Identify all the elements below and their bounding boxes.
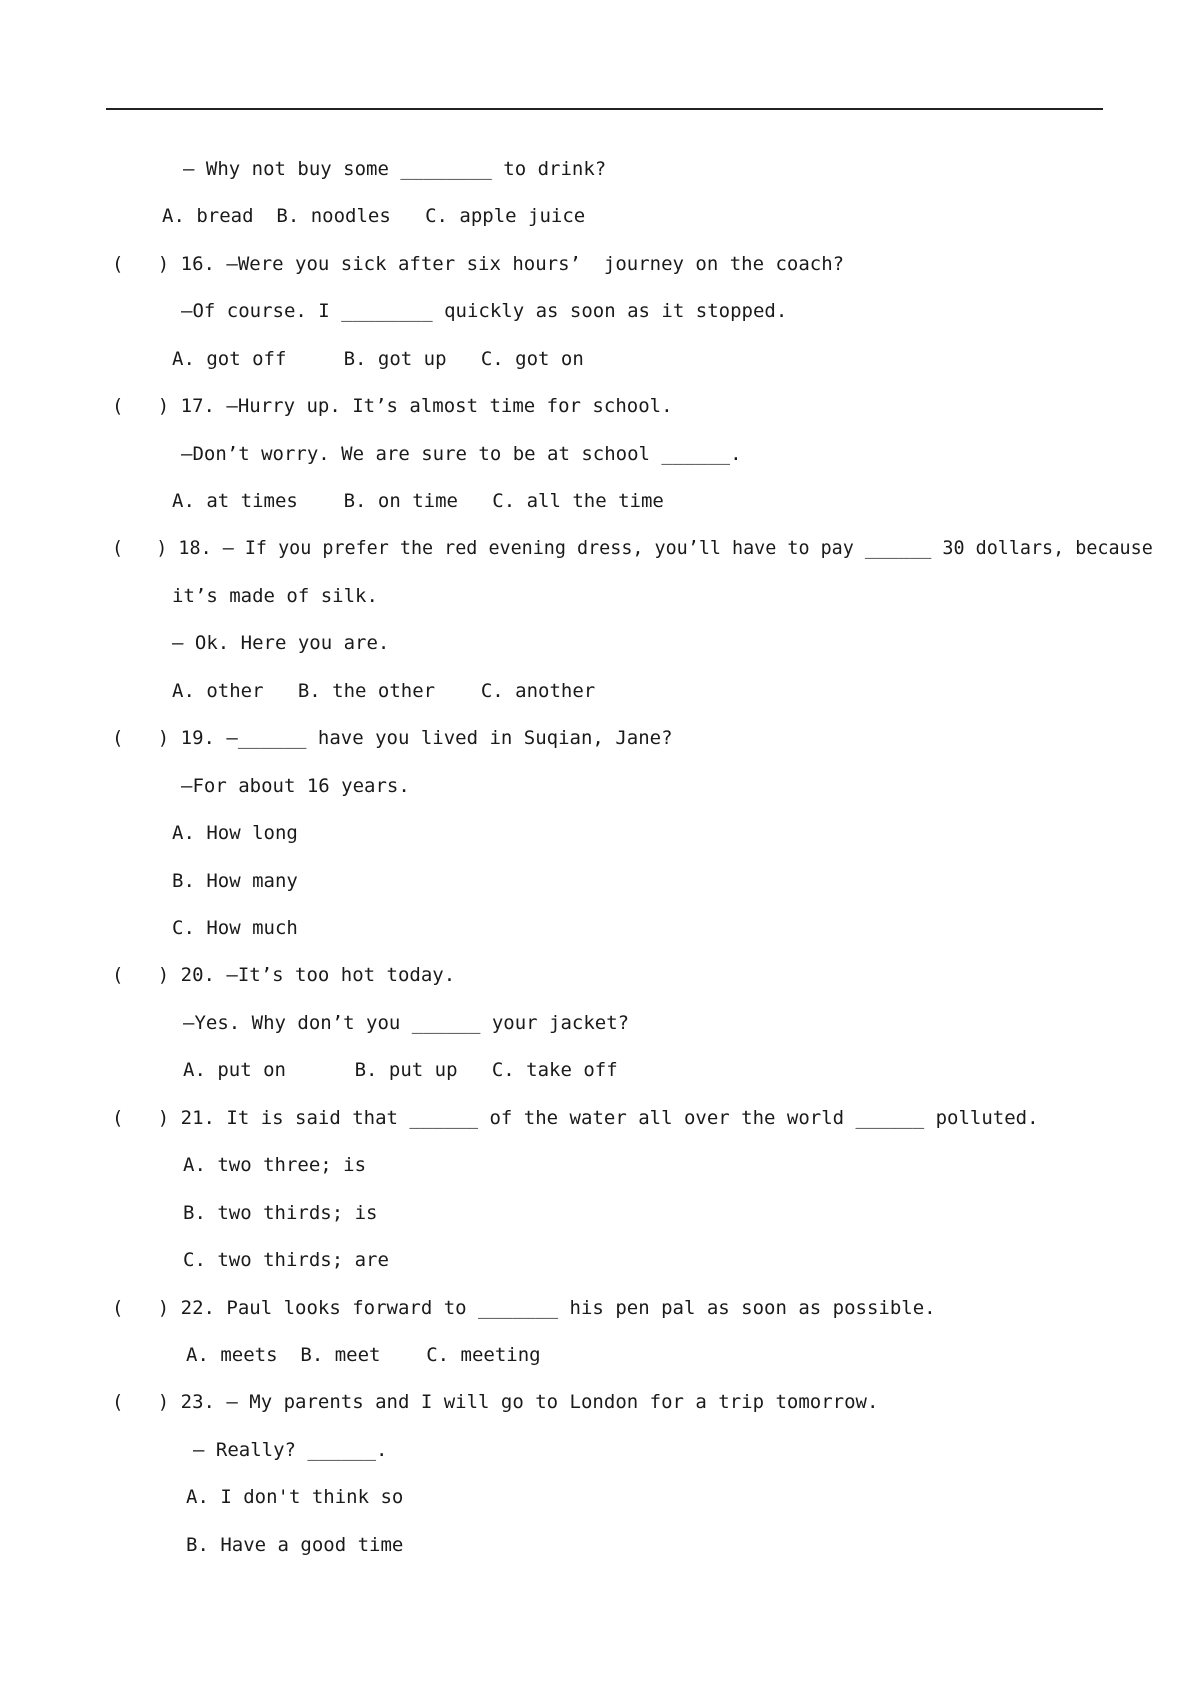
q18-options: A. other B. the other C. another [172,680,596,702]
q19-response: —For about 16 years. [181,775,410,797]
q15-options: A. bread B. noodles C. apple juice [162,205,586,227]
q20-question: ( ) 20. —It’s too hot today. [112,964,456,986]
q23-question: ( ) 23. — My parents and I will go to London for a trip tomorrow. [112,1391,879,1413]
q16-question: ( ) 16. —Were you sick after six hours’ journey on the coach? [112,253,845,275]
q21-option-b: B. two thirds; is [183,1202,378,1224]
q18-response: — Ok. Here you are. [172,632,390,654]
q19-option-b: B. How many [172,870,298,892]
q20-options: A. put on B. put up C. take off [183,1059,618,1081]
q17-question: ( ) 17. —Hurry up. It’s almost time for school. [112,395,673,417]
q21-question: ( ) 21. It is said that ______ of the water all over the world ______ polluted. [112,1107,1039,1129]
q23-response: — Really? ______. [193,1439,388,1461]
q15-response: — Why not buy some ________ to drink? [183,158,607,180]
q16-response: —Of course. I ________ quickly as soon as it stopped. [181,300,788,322]
q20-response: —Yes. Why don’t you ______ your jacket? [183,1012,630,1034]
q19-question: ( ) 19. —______ have you lived in Suqian, Jane? [112,727,673,749]
q16-options: A. got off B. got up C. got on [172,348,584,370]
q22-question: ( ) 22. Paul looks forward to _______ his pen pal as soon as possible. [112,1297,936,1319]
q19-option-a: A. How long [172,822,298,844]
q22-options: A. meets B. meet C. meeting [186,1344,541,1366]
q18-question-cont: it’s made of silk. [172,585,378,607]
q18-question: ( ) 18. — If you prefer the red evening dress, you’ll have to pay ______ 30 dollars, because [112,538,1153,559]
q21-option-a: A. two three; is [183,1154,367,1176]
q21-option-c: C. two thirds; are [183,1249,389,1271]
q23-option-a: A. I don't think so [186,1486,404,1508]
q23-option-b: B. Have a good time [186,1534,404,1556]
q19-option-c: C. How much [172,917,298,939]
q17-options: A. at times B. on time C. all the time [172,490,664,512]
header-rule [106,108,1103,110]
q17-response: —Don’t worry. We are sure to be at school ______. [181,443,742,465]
